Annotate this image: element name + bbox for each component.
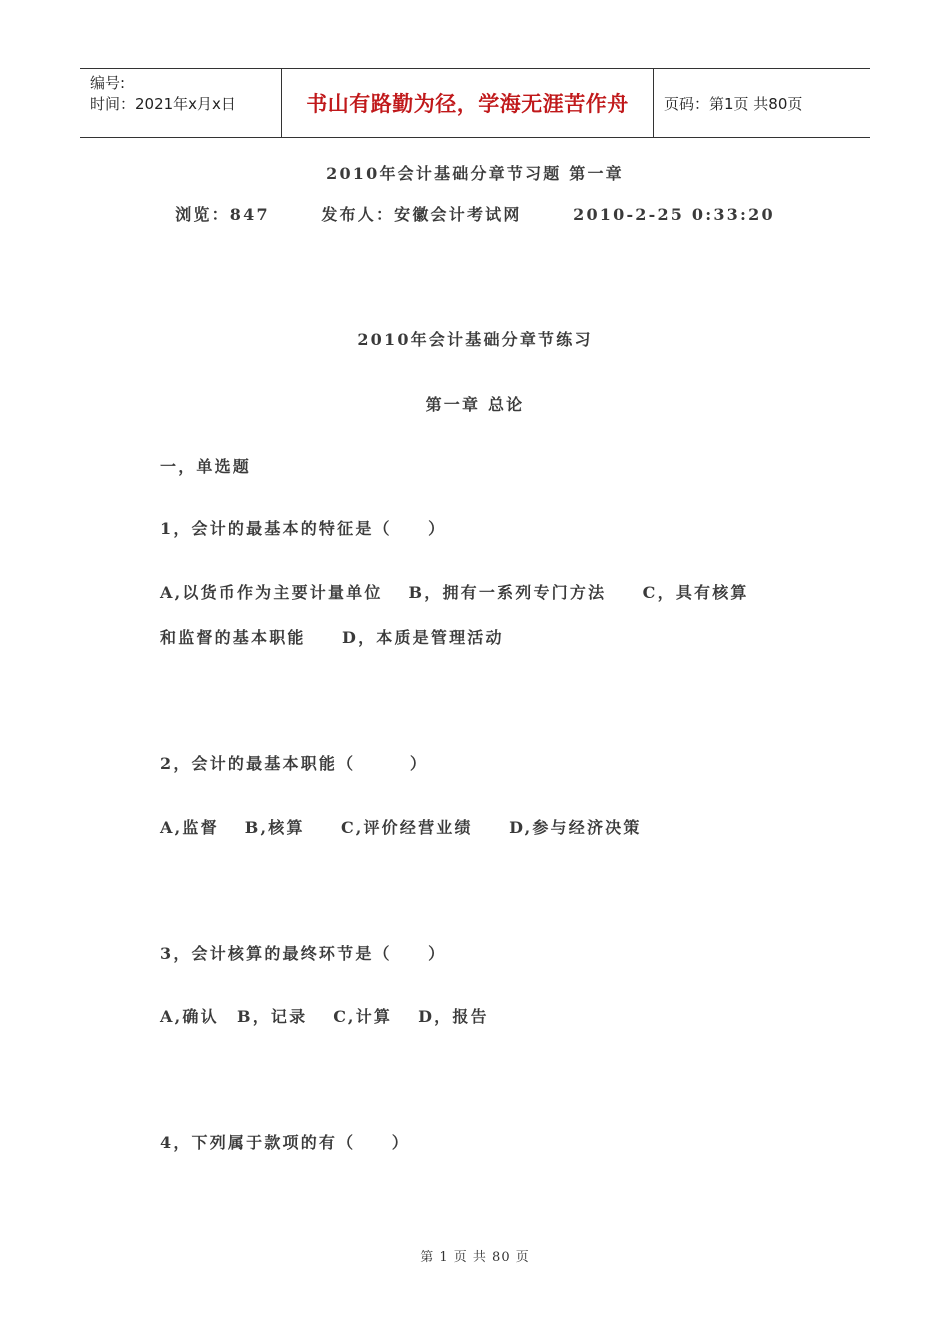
content-heading: 2010年会计基础分章节练习	[357, 330, 593, 349]
question-3-stem: 3，会计核算的最终环节是（ ）	[160, 944, 447, 963]
question-1-options: A,以货币作为主要计量单位 B，拥有一系列专门方法 C，具有核算	[160, 583, 749, 602]
document-header	[80, 68, 870, 138]
motto: 书山有路勤为径，学海无涯苦作舟	[281, 69, 654, 137]
question-2-stem: 2，会计的最基本职能（ ）	[160, 754, 429, 773]
section-title: 一，单选题	[160, 457, 252, 476]
number-label: 编号:	[90, 74, 126, 92]
time-label: 时间：2021年x月x日	[90, 95, 236, 113]
question-3-options: A,确认 B，记录 C,计算 D，报告	[160, 1007, 489, 1026]
article-meta	[0, 202, 950, 225]
views-count: 浏览：847	[175, 205, 270, 224]
header-left	[80, 69, 281, 137]
publish-datetime: 2010-2-25 0:33:20	[573, 205, 775, 224]
chapter-title: 第一章 总论	[425, 395, 525, 414]
page-footer: 第 1 页 共 80 页	[420, 1250, 530, 1265]
question-4-stem: 4，下列属于款项的有（ ）	[160, 1133, 410, 1152]
publisher: 发布人：安徽会计考试网	[321, 205, 522, 224]
question-1-options-cont: 和监督的基本职能 D，本质是管理活动	[160, 628, 504, 647]
article-title: 2010年会计基础分章节习题 第一章	[326, 164, 624, 183]
page-info: 页码：第1页 共80页	[664, 94, 803, 113]
question-1-stem: 1，会计的最基本的特征是（ ）	[160, 519, 447, 538]
question-2-options: A,监督 B,核算 C,评价经营业绩 D,参与经济决策	[160, 818, 642, 837]
